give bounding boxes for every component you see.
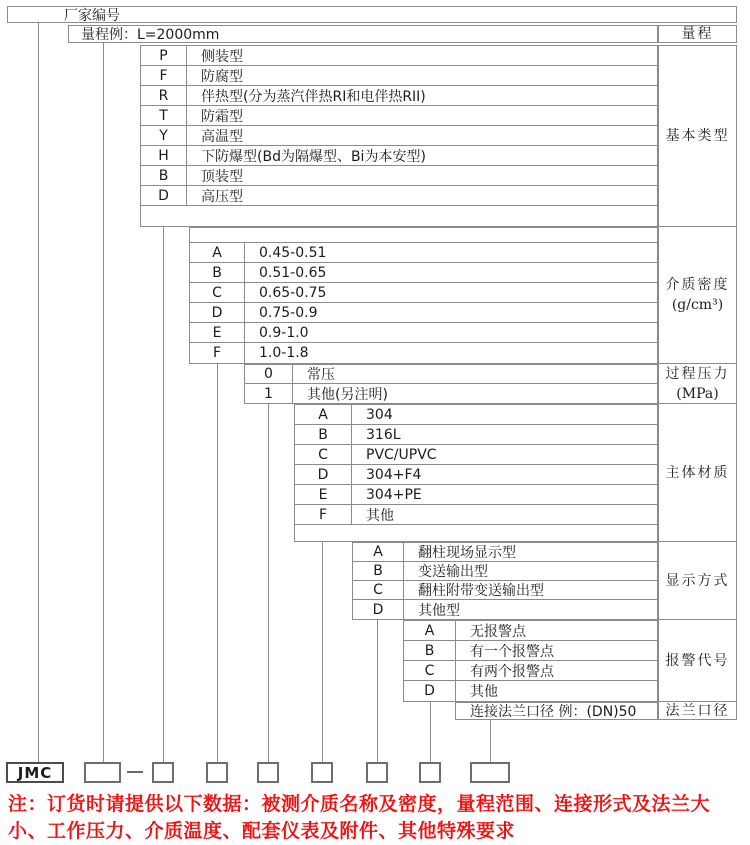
model-code-box-display [366, 762, 388, 783]
table-row [295, 425, 657, 445]
table-row [295, 405, 657, 425]
desc-cell: 下防爆型(Bd为隔爆型、Bi为本安型) [201, 148, 426, 165]
model-code-box-alarm [419, 762, 441, 783]
empty-row [295, 525, 657, 541]
code-cell: 1 [245, 384, 293, 403]
desc-cell: 翻柱现场显示型 [418, 545, 516, 561]
code-cell: 0 [245, 365, 293, 383]
desc-cell: 有一个报警点 [470, 643, 554, 660]
desc-cell: 顶装型 [201, 168, 243, 185]
desc-cell: 有两个报警点 [470, 663, 554, 680]
code-cell: B [353, 562, 404, 580]
section-label-density: 介质密度 (g/cm³) [658, 227, 737, 364]
desc-cell: 连接法兰口径 例：(DN)50 [470, 704, 637, 719]
material-table [294, 404, 658, 542]
desc-cell: 其他型 [418, 602, 460, 619]
desc-cell: 304 [366, 406, 393, 423]
flange-table [455, 702, 658, 720]
alarm-table [403, 620, 658, 702]
code-cell: D [141, 186, 187, 205]
connector-line [217, 364, 218, 762]
desc-cell: 伴热型(分为蒸汽伴热RI和电伴热RII) [201, 88, 426, 105]
section-label-flange: 法兰口径 [658, 702, 737, 720]
code-cell: C [190, 283, 245, 302]
table-row [353, 543, 657, 562]
connector-line [268, 404, 269, 762]
connector-line [377, 620, 378, 762]
desc-cell: 0.65-0.75 [259, 284, 327, 301]
desc-cell: 316L [366, 426, 401, 443]
desc-cell: 其他 [470, 684, 498, 700]
desc-cell: 304+PE [366, 486, 422, 503]
section-label-pressure: 过程压力 (MPa) [658, 364, 737, 404]
code-cell: P [141, 46, 187, 65]
desc-cell: 防腐型 [201, 68, 243, 85]
desc-cell: 翻柱附带变送输出型 [418, 583, 544, 599]
code-cell: D [404, 681, 456, 701]
code-cell: B [141, 166, 187, 185]
code-cell: D [190, 303, 245, 322]
desc-cell: 常压 [307, 367, 335, 383]
desc-cell: 变送输出型 [418, 564, 488, 580]
model-prefix-box: JMC [6, 762, 64, 783]
code-cell: D [295, 465, 352, 484]
dash-separator [127, 771, 143, 773]
table-row [190, 303, 657, 323]
code-cell: T [141, 106, 187, 125]
connector-line [490, 720, 491, 762]
desc-cell: 0.51-0.65 [259, 264, 327, 281]
desc-cell: 0.75-0.9 [259, 304, 318, 321]
desc-cell: PVC/UPVC [366, 446, 437, 463]
factory-number-cell [7, 6, 737, 23]
table-row [190, 343, 657, 363]
table-row [353, 600, 657, 619]
table-row [190, 283, 657, 303]
table-row [141, 146, 657, 166]
section-label-range: 量程 [658, 25, 737, 43]
table-row [404, 681, 657, 701]
code-cell: A [295, 405, 352, 424]
table-row [295, 485, 657, 505]
table-row [141, 126, 657, 146]
empty-row [190, 228, 657, 243]
table-row [295, 505, 657, 525]
table-row [404, 661, 657, 681]
pressure-table [244, 364, 658, 404]
code-cell: F [141, 66, 187, 85]
code-cell: A [404, 621, 456, 640]
code-cell: F [190, 343, 245, 363]
table-row [141, 86, 657, 106]
range-example-cell [68, 25, 658, 43]
model-code-box-base-type [152, 762, 174, 783]
table-row [141, 66, 657, 86]
table-row [190, 323, 657, 343]
table-row [295, 445, 657, 465]
code-cell: A [190, 243, 245, 262]
code-cell: B [295, 425, 352, 444]
table-row [295, 465, 657, 485]
base-type-table [140, 45, 658, 227]
desc-cell: 304+F4 [366, 466, 422, 483]
desc-cell: 1.0-1.8 [259, 345, 309, 361]
density-table [189, 227, 658, 364]
code-cell: H [141, 146, 187, 165]
desc-cell: 0.45-0.51 [259, 244, 327, 261]
code-cell: B [190, 263, 245, 282]
desc-cell: 侧装型 [201, 48, 243, 65]
desc-cell: 防霜型 [201, 108, 243, 125]
code-cell: E [190, 323, 245, 342]
table-row [404, 621, 657, 641]
code-cell: F [295, 505, 352, 524]
table-row [141, 166, 657, 186]
section-label-material: 主体材质 [658, 404, 737, 542]
table-row [190, 263, 657, 283]
table-row [141, 186, 657, 206]
desc-cell: 其他(另注明) [307, 386, 388, 403]
desc-cell: 其他 [366, 507, 394, 524]
table-row [456, 703, 657, 719]
table-row [190, 243, 657, 263]
connector-line [430, 702, 431, 762]
connector-line [163, 227, 164, 762]
table-row [353, 562, 657, 581]
table-row [141, 106, 657, 126]
code-cell: B [404, 641, 456, 660]
order-note: 注：订货时请提供以下数据：被测介质名称及密度，量程范围、连接形式及法兰大小、工作压力、介质温度、配套仪表及附件、其他特殊要求 [8, 793, 711, 842]
range-example-label: 量程例：L=2000mm [81, 27, 220, 43]
model-code-box-density [206, 762, 228, 783]
code-cell: E [295, 485, 352, 504]
connector-line [103, 43, 104, 762]
connector-line [38, 23, 39, 762]
desc-cell: 高压型 [201, 188, 243, 205]
section-label-display: 显示方式 [658, 542, 737, 620]
section-label-base-type: 基本类型 [658, 45, 737, 227]
desc-cell: 无报警点 [470, 623, 526, 640]
factory-number-label: 厂家编号 [64, 7, 120, 24]
code-cell: Y [141, 126, 187, 145]
table-row [141, 46, 657, 66]
model-code-box-range [84, 762, 121, 783]
connector-line [322, 542, 323, 762]
code-cell: C [295, 445, 352, 464]
code-cell: A [353, 543, 404, 561]
desc-cell: 0.9-1.0 [259, 324, 309, 341]
empty-row [141, 206, 657, 226]
desc-cell: 高温型 [201, 128, 243, 145]
table-row [245, 384, 657, 403]
model-code-box-flange [470, 762, 510, 783]
code-cell: C [404, 661, 456, 680]
table-row [353, 581, 657, 600]
code-cell: R [141, 86, 187, 105]
model-code-box-pressure [257, 762, 279, 783]
code-cell: D [353, 600, 404, 619]
table-row [404, 641, 657, 661]
model-code-box-material [311, 762, 333, 783]
table-row [245, 365, 657, 384]
code-cell: C [353, 581, 404, 599]
section-label-alarm: 报警代号 [658, 620, 737, 702]
display-table [352, 542, 658, 620]
